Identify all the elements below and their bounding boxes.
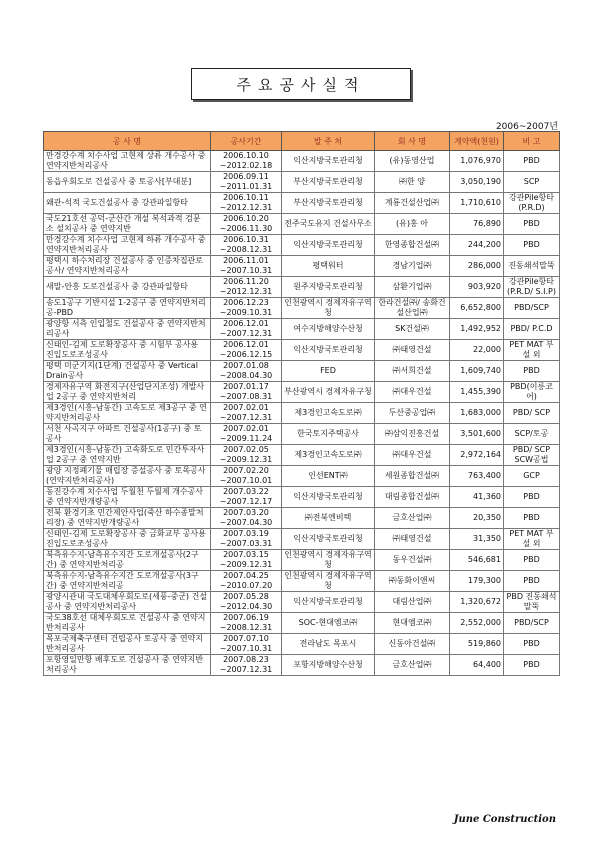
cell-company: 대림산업㈜ [375, 592, 450, 613]
cell-client: 익산지방국토관리청 [282, 235, 375, 256]
cell-company: ㈜서희건설 [375, 361, 450, 382]
cell-company: 삼환기업㈜ [375, 277, 450, 298]
cell-note: PET MAT 부설 외 [504, 340, 560, 361]
cell-amount: 76,890 [450, 214, 504, 235]
cell-note: PBD [504, 235, 560, 256]
cell-amount: 31,350 [450, 529, 504, 550]
header-note: 비 고 [504, 132, 560, 151]
cell-amount: 3,050,190 [450, 172, 504, 193]
cell-note: PBD [504, 655, 560, 676]
cell-client: 익산지방국토관리청 [282, 340, 375, 361]
table-row [44, 214, 560, 235]
cell-period: 2007.05.28 ~2012.04.30 [211, 592, 282, 613]
cell-project-name: 신태인-김제 도로확장공사 중 금화교부 공사용 진입도로조성공사 [44, 529, 211, 550]
cell-project-name: 제3경인(시흥-남동간) 고속화도로 민간투자사업 2공구 중 연약지반 [44, 445, 211, 466]
cell-company: 세원종합건설㈜ [375, 466, 450, 487]
cell-client: 인천광역시 경제자유구역청 [282, 571, 375, 592]
cell-amount: 6,652,800 [450, 298, 504, 319]
cell-note: PBD/SCP [504, 613, 560, 634]
cell-client: 인천광역시 경제자유구역청 [282, 550, 375, 571]
cell-amount: 244,200 [450, 235, 504, 256]
cell-period: 2006.12.01 ~2007.12.31 [211, 319, 282, 340]
cell-client: 인선ENT㈜ [282, 466, 375, 487]
header-period: 공사기간 [211, 132, 282, 151]
table-row [44, 613, 560, 634]
table-row [44, 592, 560, 613]
header-company: 회 사 명 [375, 132, 450, 151]
cell-amount: 2,552,000 [450, 613, 504, 634]
cell-amount: 1,455,390 [450, 382, 504, 403]
table-row [44, 508, 560, 529]
cell-amount: 519,860 [450, 634, 504, 655]
cell-note: PBD/ P.C.D [504, 319, 560, 340]
cell-company: 경남기업㈜ [375, 256, 450, 277]
cell-project-name: 동읍우회도로 건설공사 중 토공사[부대분] [44, 172, 211, 193]
header-amount: 계약액(천원) [450, 132, 504, 151]
table-row [44, 256, 560, 277]
cell-project-name: 포항영일만항 배후도로 건설공사 중 연약지반처리공사 [44, 655, 211, 676]
cell-period: 2007.02.01 ~2007.12.31 [211, 403, 282, 424]
cell-note: PBD(이릉코어) [504, 382, 560, 403]
cell-project-name: 평택 미군기지(1단계) 건설공사 중 Vertical Drain공사 [44, 361, 211, 382]
cell-amount: 1,609,740 [450, 361, 504, 382]
cell-company: ㈜한 양 [375, 172, 450, 193]
cell-project-name: 목포국제축구센터 건립공사 토공사 중 연약지반처리공사 [44, 634, 211, 655]
cell-amount: 20,350 [450, 508, 504, 529]
cell-period: 2006.11.20 ~2012.12.31 [211, 277, 282, 298]
page-title: 주요공사실적 [236, 75, 366, 94]
cell-project-name: 신태인-김제 도로확장공사 중 시험부 공사용 진입도로조성공사 [44, 340, 211, 361]
cell-project-name: 북측유수지-남측유수지간 도로개설공사(2구간) 중 연약지반처리공 [44, 550, 211, 571]
cell-company: 신동아건설㈜ [375, 634, 450, 655]
cell-project-name: 만경강수계 치수사업 고현제 하류 개수공사 중 연약지반처리공사 [44, 235, 211, 256]
cell-client: 익산지방국토관리청 [282, 529, 375, 550]
header-client: 발 주 처 [282, 132, 375, 151]
cell-note: 진동쇄석말뚝 [504, 256, 560, 277]
table-row [44, 487, 560, 508]
cell-note: PBD [504, 487, 560, 508]
cell-client: 익산지방국토관리청 [282, 592, 375, 613]
cell-client: FED [282, 361, 375, 382]
table-row [44, 382, 560, 403]
table-row [44, 193, 560, 214]
header-project-name: 공 사 명 [44, 132, 211, 151]
cell-company: 현대엠코㈜ [375, 613, 450, 634]
table-row [44, 403, 560, 424]
cell-period: 2007.03.15 ~2009.12.31 [211, 550, 282, 571]
cell-company: 금호산업㈜ [375, 655, 450, 676]
cell-period: 2007.03.22 ~2007.12.17 [211, 487, 282, 508]
cell-amount: 1,076,970 [450, 151, 504, 172]
table-row [44, 529, 560, 550]
cell-period: 2006.10.11 ~2012.12.31 [211, 193, 282, 214]
cell-company: 한영종합건설㈜ [375, 235, 450, 256]
cell-period: 2007.01.08 ~2008.04.30 [211, 361, 282, 382]
cell-amount: 903,920 [450, 277, 504, 298]
cell-note: PBD/ SCP SCW공법 [504, 445, 560, 466]
cell-company: ㈜태영건설 [375, 340, 450, 361]
cell-project-name: 국도38호선 대체우회도로 건설공사 중 연약지반처리공사 [44, 613, 211, 634]
cell-period: 2007.04.25 ~2010.07.20 [211, 571, 282, 592]
table-row [44, 445, 560, 466]
cell-client: 제3경인고속도로㈜ [282, 445, 375, 466]
cell-period: 2007.02.01 ~2009.11.24 [211, 424, 282, 445]
cell-client: 원주지방국토관리청 [282, 277, 375, 298]
cell-client: 부산지방국토관리청 [282, 172, 375, 193]
cell-project-name: 평택시 하수처리장 건설공사 중 인증차집관로공사/ 연약지반처리공사 [44, 256, 211, 277]
cell-company: ㈜대우건설 [375, 382, 450, 403]
cell-note: PET MAT 부설 외 [504, 529, 560, 550]
cell-period: 2006.10.10 ~2012.02.18 [211, 151, 282, 172]
cell-client: 한국토지주택공사 [282, 424, 375, 445]
table-row [44, 466, 560, 487]
cell-note: PBD [504, 214, 560, 235]
period-label: 2006~2007년 [495, 122, 558, 132]
cell-client: ㈜전북엔비텍 [282, 508, 375, 529]
cell-project-name: 서천 사곡지구 아파트 건설공사(1공구) 중 토공사 [44, 424, 211, 445]
cell-company: SK건설㈜ [375, 319, 450, 340]
cell-company: 두산중공업㈜ [375, 403, 450, 424]
cell-note: PBD/SCP [504, 298, 560, 319]
cell-client: 여수지방해양수산청 [282, 319, 375, 340]
cell-client: 부산지방국토관리청 [282, 193, 375, 214]
cell-project-name: 제3경인(시흥-남동간) 고속도로 제3공구 중 연약지반처리공사 [44, 403, 211, 424]
cell-project-name: 광양시관내 국도대체우회도로(세풍-중군) 건설공사 중 연약지반처리공사 [44, 592, 211, 613]
table-row [44, 277, 560, 298]
cell-note: PBD [504, 634, 560, 655]
cell-note: 강관Pile항타 (P.R.D) [504, 193, 560, 214]
table-row [44, 550, 560, 571]
cell-project-name: 광양 지정폐기물 매립장 증설공사 중 토목공사(연약지반처리공사) [44, 466, 211, 487]
cell-project-name: 왜관-석적 국도건설공사 중 강관파일항타 [44, 193, 211, 214]
table-row [44, 655, 560, 676]
cell-client: 부산광역시 경제자유구청 [282, 382, 375, 403]
cell-company: ㈜대우건설 [375, 445, 450, 466]
cell-company: 한라건설㈜/ 송화건설산업㈜ [375, 298, 450, 319]
page-title-box [191, 68, 411, 100]
cell-note: PBD [504, 151, 560, 172]
cell-project-name: 국도21호선 공덕-군산간 개설 복석과적 검문소 설치공사 중 연약지반 [44, 214, 211, 235]
cell-project-name: 전북 환경기초 민간제안사업(죽산 하수종말처리장) 중 연약지반개량공사 [44, 508, 211, 529]
cell-period: 2007.03.19 ~2007.03.31 [211, 529, 282, 550]
table-row [44, 151, 560, 172]
cell-note: 강관Pile항타 (P.R.D/ S.I.P) [504, 277, 560, 298]
cell-amount: 1,320,672 [450, 592, 504, 613]
cell-amount: 3,501,600 [450, 424, 504, 445]
cell-period: 2006.12.23 ~2009.10.31 [211, 298, 282, 319]
cell-period: 2007.06.19 ~2008.12.31 [211, 613, 282, 634]
cell-client: 전주국도유지 건설사무소 [282, 214, 375, 235]
cell-period: 2007.01.17 ~2007.08.31 [211, 382, 282, 403]
cell-period: 2007.07.10 ~2007.10.31 [211, 634, 282, 655]
cell-project-name: 광양항 서측 인입철도 건설공사 중 연약지반처리공사 [44, 319, 211, 340]
cell-client: 제3경인고속도로㈜ [282, 403, 375, 424]
cell-company: (유)홍 아 [375, 214, 450, 235]
cell-period: 2006.11.01 ~2007.10.31 [211, 256, 282, 277]
cell-period: 2006.10.20 ~2006.11.30 [211, 214, 282, 235]
cell-amount: 1,710,610 [450, 193, 504, 214]
cell-note: PBD 진동쇄석말뚝 [504, 592, 560, 613]
cell-project-name: 송도1공구 기반시설 1-2공구 중 연약지반처리공-PBD [44, 298, 211, 319]
cell-note: PBD [504, 571, 560, 592]
cell-amount: 41,360 [450, 487, 504, 508]
table-row [44, 634, 560, 655]
cell-note: GCP [504, 466, 560, 487]
cell-note: PBD [504, 550, 560, 571]
cell-amount: 22,000 [450, 340, 504, 361]
cell-amount: 546,681 [450, 550, 504, 571]
cell-period: 2007.08.23 ~2007.12.31 [211, 655, 282, 676]
table-row [44, 571, 560, 592]
cell-company: 계룡건설산업㈜ [375, 193, 450, 214]
cell-client: 인천광역시 경제자유구역청 [282, 298, 375, 319]
cell-company: (유)동영산업 [375, 151, 450, 172]
cell-client: SOC-현대엠코㈜ [282, 613, 375, 634]
cell-company: 동우건설㈜ [375, 550, 450, 571]
table-header-row [44, 132, 560, 151]
cell-company: ㈜태영건설 [375, 529, 450, 550]
cell-period: 2007.03.20 ~2007.04.30 [211, 508, 282, 529]
cell-amount: 64,400 [450, 655, 504, 676]
cell-client: 평택워터 [282, 256, 375, 277]
cell-project-name: 경제자유구역 화전지구(산업단지조성) 개발사업 2공구 중 연약지반처리 [44, 382, 211, 403]
cell-amount: 763,400 [450, 466, 504, 487]
works-table [43, 131, 560, 676]
cell-company: ㈜삼익진흥건설 [375, 424, 450, 445]
cell-company: 대림종합건설㈜ [375, 487, 450, 508]
table-row [44, 298, 560, 319]
cell-amount: 286,000 [450, 256, 504, 277]
table-row [44, 172, 560, 193]
cell-project-name: 새말-안흥 도로건설공사 중 강관파일항타 [44, 277, 211, 298]
table-row [44, 361, 560, 382]
cell-period: 2006.12.01 ~2006.12.15 [211, 340, 282, 361]
cell-period: 2006.10.31 ~2008.12.31 [211, 235, 282, 256]
table-row [44, 235, 560, 256]
cell-amount: 179,300 [450, 571, 504, 592]
cell-client: 익산지방국토관리청 [282, 151, 375, 172]
cell-project-name: 동진강수계 치수사업 두월천 두월제 개수공사 중 연약지반개량공사 [44, 487, 211, 508]
cell-amount: 1,683,000 [450, 403, 504, 424]
cell-note: PBD/ SCP [504, 403, 560, 424]
cell-project-name: 만경강수계 치수사업 고현제 상류 개수공사 중 연약지반처리공사 [44, 151, 211, 172]
cell-note: SCP [504, 172, 560, 193]
cell-client: 전라남도 목포시 [282, 634, 375, 655]
cell-period: 2006.09.11 ~2011.01.31 [211, 172, 282, 193]
cell-project-name: 북측유수지-남측유수지간 도로개설공사(3구간) 중 연약지반처리공 [44, 571, 211, 592]
table-row [44, 340, 560, 361]
cell-note: PBD [504, 361, 560, 382]
cell-note: SCP/토공 [504, 424, 560, 445]
cell-amount: 1,492,952 [450, 319, 504, 340]
table-row [44, 319, 560, 340]
cell-note: PBD [504, 508, 560, 529]
company-footer: June Construction [453, 814, 556, 825]
cell-client: 포항지방해양수산청 [282, 655, 375, 676]
table-row [44, 424, 560, 445]
cell-client: 익산지방국토관리청 [282, 487, 375, 508]
cell-period: 2007.02.20 ~2007.10.01 [211, 466, 282, 487]
cell-period: 2007.02.05 ~2009.12.31 [211, 445, 282, 466]
cell-company: 금호산업㈜ [375, 508, 450, 529]
cell-amount: 2,972,164 [450, 445, 504, 466]
cell-company: ㈜동화이앤씨 [375, 571, 450, 592]
